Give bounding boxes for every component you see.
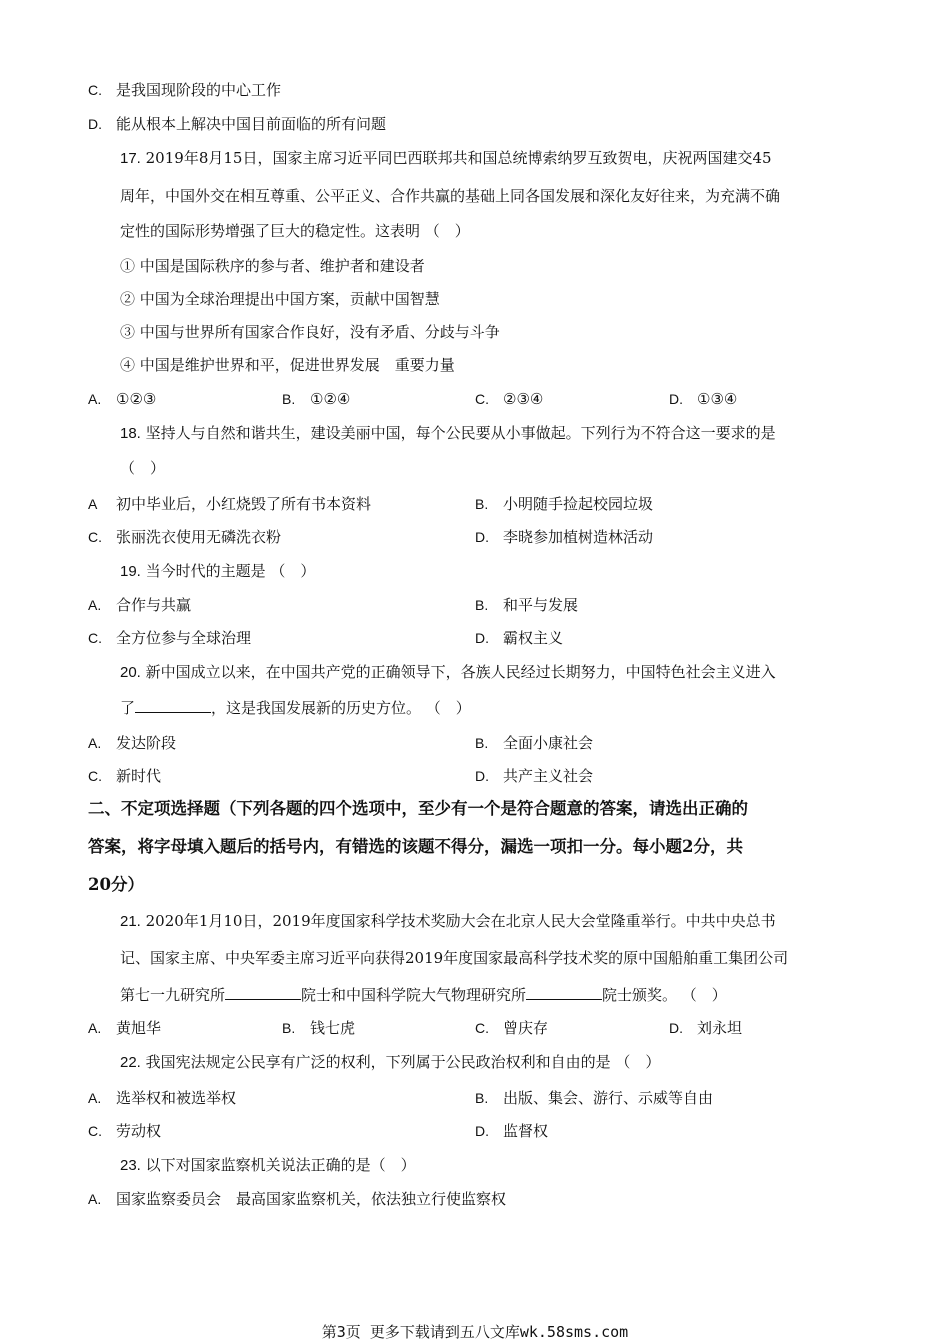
q20-option-c: C. 新时代 xyxy=(88,767,162,785)
answer-blank[interactable] xyxy=(135,698,211,713)
q17-option-c: C. ②③④ xyxy=(475,390,544,408)
q21-option-a: A. 黄旭华 xyxy=(88,1019,162,1037)
q19-stem: 19. 当今时代的主题是 （ ） xyxy=(120,562,316,580)
q17-stem-line2: 周年，中国外交在相互尊重、公平正义、合作共赢的基础上同各国发展和深化友好往来，为充满不确 xyxy=(120,187,781,205)
q21-option-b: B. 钱七虎 xyxy=(282,1019,356,1037)
q16-option-c: C. 是我国现阶段的中心工作 xyxy=(88,81,282,99)
question-number: 21. xyxy=(120,913,141,930)
page-footer: 第3页 更多下载请到五八文库wk.58sms.com xyxy=(321,1323,629,1341)
q17-option-a: A. ①②③ xyxy=(88,390,157,408)
question-number: 17. xyxy=(120,150,141,167)
q17-stem-line3: 定性的国际形势增强了巨大的稳定性。这表明 （ ） xyxy=(120,222,470,240)
section-heading-line3: 20分） xyxy=(88,875,144,894)
answer-blank[interactable] xyxy=(225,985,301,1000)
q23-stem: 23. 以下对国家监察机关说法正确的是（ ） xyxy=(120,1156,416,1174)
question-number: 22. xyxy=(120,1054,141,1071)
answer-blank[interactable] xyxy=(526,985,602,1000)
q16-option-d: D. 能从根本上解决中国目前面临的所有问题 xyxy=(88,115,387,133)
question-number: 19. xyxy=(120,563,141,580)
q21-stem-line3: 第七一九研究所 院士和中国科学院大气物理研究所 院士颁奖。 （ ） xyxy=(120,986,727,1004)
q19-option-d: D. 霸权主义 xyxy=(475,629,564,647)
q17-statement-3: ③ 中国与世界所有国家合作良好，没有矛盾、分歧与斗争 xyxy=(120,323,500,341)
q17-stem: 17. 2019年8月15日，国家主席习近平同巴西联邦共和国总统博索纳罗互致贺电，庆祝两国建交45 xyxy=(120,149,772,167)
question-number: 23. xyxy=(120,1157,141,1174)
q21-option-d: D. 刘永坦 xyxy=(669,1019,743,1037)
q17-option-d: D. ①③④ xyxy=(669,390,738,408)
q21-option-c: C. 曾庆存 xyxy=(475,1019,549,1037)
q21-stem-line2: 记、国家主席、中央军委主席习近平向获得2019年度国家最高科学技术奖的原中国船舶重工集团公司 xyxy=(120,949,789,967)
q20-stem: 20. 新中国成立以来，在中国共产党的正确领导下，各族人民经过长期努力，中国特色社会主义进入 xyxy=(120,663,776,681)
q18-stem-line2: （ ） xyxy=(120,459,166,477)
q22-option-a: A. 选举权和被选举权 xyxy=(88,1089,237,1107)
q22-option-b: B. 出版、集会、游行、示威等自由 xyxy=(475,1089,714,1107)
question-number: 20. xyxy=(120,664,141,681)
q20-option-b: B. 全面小康社会 xyxy=(475,734,594,752)
q18-option-a: A 初中毕业后，小红烧毁了所有书本资料 xyxy=(88,495,372,513)
question-number: 18. xyxy=(120,425,141,442)
q18-option-b: B. 小明随手捡起校园垃圾 xyxy=(475,495,654,513)
section-heading: 二、不定项选择题（下列各题的四个选项中，至少有一个是符合题意的答案，请选出正确的 xyxy=(88,799,748,818)
q17-option-b: B. ①②④ xyxy=(282,390,351,408)
q20-stem-line2: 了 ，这是我国发展新的历史方位。 （ ） xyxy=(120,699,471,717)
section-heading-line2: 答案，将字母填入题后的括号内，有错选的该题不得分，漏选一项扣一分。每小题2分，共 xyxy=(88,837,743,856)
q19-option-c: C. 全方位参与全球治理 xyxy=(88,629,252,647)
option-label: C. xyxy=(88,82,102,98)
q18-stem: 18. 坚持人与自然和谐共生，建设美丽中国，每个公民要从小事做起。下列行为不符合这一要求的是 xyxy=(120,424,776,442)
q19-option-a: A. 合作与共赢 xyxy=(88,596,192,614)
q20-option-d: D. 共产主义社会 xyxy=(475,767,594,785)
q18-option-d: D. 李晓参加植树造林活动 xyxy=(475,528,654,546)
q17-statement-1: ① 中国是国际秩序的参与者、维护者和建设者 xyxy=(120,257,425,275)
q23-option-a: A. 国家监察委员会 最高国家监察机关，依法独立行使监察权 xyxy=(88,1190,507,1208)
q17-statement-2: ② 中国为全球治理提出中国方案，贡献中国智慧 xyxy=(120,290,440,308)
q19-option-b: B. 和平与发展 xyxy=(475,596,579,614)
q18-option-c: C. 张丽洗衣使用无磷洗衣粉 xyxy=(88,528,282,546)
q22-stem: 22. 我国宪法规定公民享有广泛的权利，下列属于公民政治权利和自由的是 （ ） xyxy=(120,1053,661,1071)
q20-option-a: A. 发达阶段 xyxy=(88,734,177,752)
q22-option-d: D. 监督权 xyxy=(475,1122,549,1140)
option-label: D. xyxy=(88,116,102,132)
q22-option-c: C. 劳动权 xyxy=(88,1122,162,1140)
q21-stem: 21. 2020年1月10日，2019年度国家科学技术奖励大会在北京人民大会堂隆重举行。中共中央总书 xyxy=(120,912,776,930)
q17-statement-4: ④ 中国是维护世界和平，促进世界发展 重要力量 xyxy=(120,356,455,374)
